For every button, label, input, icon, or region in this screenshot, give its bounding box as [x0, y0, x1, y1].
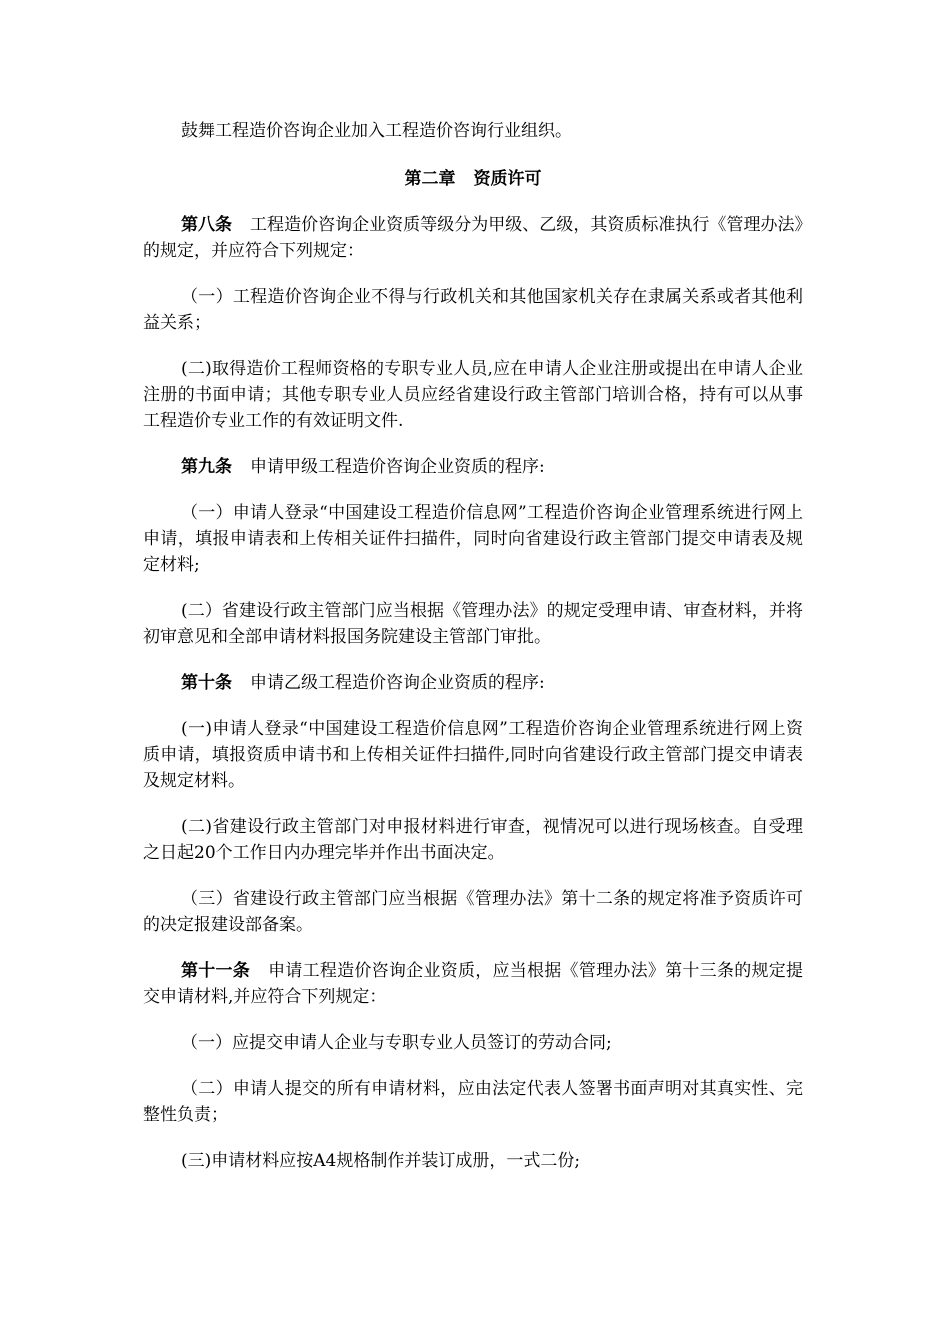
paragraph-text: （一）申请人登录“中国建设工程造价信息网”工程造价咨询企业管理系统进行网上申请，填报申请表和上传相关证件扫描件，同时向省建设行政主管部门提交申请表及规定材料;: [143, 503, 803, 575]
paragraph-text: 申请工程造价咨询企业资质，应当根据《管理办法》第十三条的规定提交申请材料,并应符合下列规定：: [143, 961, 804, 1007]
paragraph-text: （一）应提交申请人企业与专职专业人员签订的劳动合同;: [181, 1033, 612, 1053]
paragraph-text: （一）工程造价咨询企业不得与行政机关和其他国家机关存在隶属关系或者其他利益关系；: [143, 287, 803, 333]
clause-paragraph: [143, 356, 803, 434]
clause-paragraph: [143, 716, 803, 794]
paragraph-text: (二)省建设行政主管部门对申报材料进行审查，视情况可以进行现场核查。自受理之日起20个工作日内办理完毕并作出书面决定。: [143, 817, 803, 863]
paragraph-text: 工程造价咨询企业资质等级分为甲级、乙级，其资质标准执行《管理办法》的规定，并应符合下列规定：: [143, 215, 804, 261]
clause-paragraph: [143, 814, 803, 866]
article-paragraph: [143, 212, 803, 264]
paragraph-text: (一)申请人登录“中国建设工程造价信息网”工程造价咨询企业管理系统进行网上资质申请，填报资质申请书和上传相关证件扫描件,同时向省建设行政主管部门提交申请表及规定材料。: [143, 719, 803, 791]
chapter-number: 第二章: [404, 169, 456, 189]
article-paragraph: [143, 958, 803, 1010]
clause-paragraph: [143, 1076, 803, 1128]
article-number: 第八条: [181, 215, 233, 235]
paragraph-text: 申请乙级工程造价咨询企业资质的程序:: [250, 673, 545, 693]
article-list: [143, 212, 803, 1174]
paragraph-text: （二）申请人提交的所有申请材料，应由法定代表人签署书面声明对其真实性、完整性负责；: [143, 1079, 803, 1125]
paragraph-text: (三)申请材料应按A4规格制作并装订成册，一式二份;: [181, 1151, 581, 1171]
paragraph-text: （三）省建设行政主管部门应当根据《管理办法》第十二条的规定将准予资质许可的决定报建设部备案。: [143, 889, 803, 935]
clause-paragraph: [143, 886, 803, 938]
clause-paragraph: [143, 500, 803, 578]
article-number: 第九条: [181, 457, 232, 477]
clause-paragraph: [143, 1030, 803, 1056]
article-number: 第十条: [181, 673, 232, 693]
document-page: [143, 118, 803, 1194]
paragraph-text: 申请甲级工程造价咨询企业资质的程序:: [250, 457, 545, 477]
article-number: 第十一条: [181, 961, 251, 981]
intro-paragraph: 鼓舞工程造价咨询企业加入工程造价咨询行业组织。: [181, 121, 572, 141]
article-paragraph: [143, 454, 803, 480]
article-paragraph: [143, 670, 803, 696]
clause-paragraph: [143, 284, 803, 336]
clause-paragraph: [143, 1148, 803, 1174]
paragraph-text: (二)取得造价工程师资格的专职专业人员,应在申请人企业注册或提出在申请人企业注册的书面申请；其他专职专业人员应经省建设行政主管部门培训合格，持有可以从事工程造价专业工作的有效证明文件.: [143, 359, 803, 431]
paragraph-text: (二）省建设行政主管部门应当根据《管理办法》的规定受理申请、审查材料，并将初审意见和全部申请材料报国务院建设主管部门审批。: [143, 601, 803, 647]
chapter-heading: [143, 166, 803, 192]
chapter-title: 资质许可: [473, 169, 542, 189]
clause-paragraph: [143, 598, 803, 650]
